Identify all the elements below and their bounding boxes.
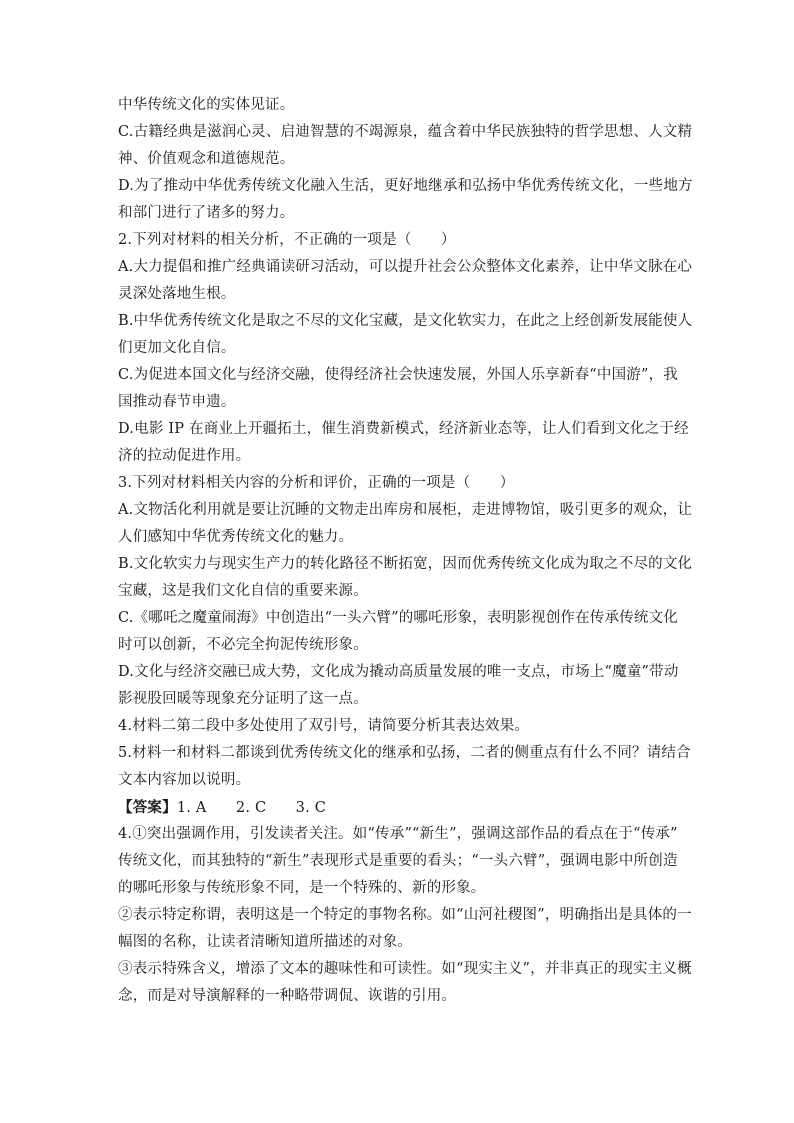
document-page	[118, 92, 693, 1010]
question-3: 3.下列对材料相关内容的分析和评价，正确的一项是（ ）	[118, 475, 515, 491]
answer-4-line-3: 的哪吒形象与传统形象不同，是一个特殊的、新的形象。	[118, 880, 486, 896]
question-4: 4.材料二第二段中多处使用了双引号，请简要分析其表达效果。	[118, 718, 530, 734]
q2-option-a-line-1: A.大力提倡和推广经典诵读研习活动，可以提升社会公众整体文化素养，让中华文脉在心	[118, 259, 693, 275]
q2-option-d-line-1: D.电影 IP 在商业上开疆拓土，催生消费新模式，经济新业态等，让人们看到文化之于经	[118, 421, 689, 437]
q3-option-c-line-2: 时可以创新，不必完全拘泥传统形象。	[118, 637, 368, 653]
q2-option-b-line-1: B.中华优秀传统文化是取之不尽的文化宝藏，是文化软实力，在此之上经创新发展能使人	[118, 313, 693, 329]
question-5-line-2: 文本内容加以说明。	[118, 772, 251, 788]
question-5-line-1: 5.材料一和材料二都谈到优秀传统文化的继承和弘扬，二者的侧重点有什么不同？请结合	[118, 745, 691, 761]
option-d-line-1: D.为了推动中华优秀传统文化融入生活，更好地继承和弘扬中华优秀传统文化，一些地方	[118, 178, 693, 194]
answer-4-line-7: 念，而是对导演解释的一种略带调侃、诙谐的引用。	[118, 988, 457, 1004]
q3-option-a-line-1: A.文物活化利用就是要让沉睡的文物走出库房和展柜，走进博物馆，吸引更多的观众，让	[118, 502, 693, 518]
q2-option-c-line-1: C.为促进本国文化与经济交融，使得经济社会快速发展，外国人乐享新春“中国游”，我	[118, 367, 679, 383]
answer-choices: 1. A 2. C 3. C	[176, 800, 327, 816]
q3-option-d-line-2: 影视股回暖等现象充分证明了这一点。	[118, 691, 368, 707]
q2-option-a-line-2: 灵深处落地生根。	[118, 286, 236, 302]
answer-4-line-2: 传统文化，而其独特的“新生”表现形式是重要的看头；“一头六臂”，强调电影中所创造	[118, 853, 678, 869]
q3-option-b-line-1: B.文化软实力与现实生产力的转化路径不断拓宽，因而优秀传统文化成为取之不尽的文化	[118, 556, 693, 572]
q2-option-d-line-2: 济的拉动促进作用。	[118, 448, 251, 464]
answer-4-line-1: 4.①突出强调作用，引发读者关注。如“传承”“新生”，强调这部作品的看点在于“传承”	[118, 826, 678, 842]
option-c-line-2: 神、价值观念和道德规范。	[118, 151, 295, 167]
text-line: 中华传统文化的实体见证。	[118, 97, 295, 113]
q2-option-c-line-2: 国推动春节申遗。	[118, 394, 236, 410]
question-2: 2.下列对材料的相关分析，不正确的一项是（ ）	[118, 232, 456, 248]
answer-4-line-5: 幅图的名称，让读者清晰知道所描述的对象。	[118, 934, 412, 950]
q3-option-c-line-1: C.《哪吒之魔童闹海》中创造出“一头六臂”的哪吒形象，表明影视创作在传承传统文化	[118, 610, 679, 626]
option-d-line-2: 和部门进行了诸多的努力。	[118, 205, 295, 221]
q3-option-a-line-2: 人们感知中华优秀传统文化的魅力。	[118, 529, 354, 545]
q3-option-d-line-1: D.文化与经济交融已成大势，文化成为撬动高质量发展的唯一支点，市场上“魔童”带动	[118, 664, 679, 680]
option-c-line-1: C.古籍经典是滋润心灵、启迪智慧的不竭源泉，蕴含着中华民族独特的哲学思想、人文精	[118, 124, 693, 140]
answer-line	[118, 794, 678, 821]
answer-4-line-6: ③表示特殊含义，增添了文本的趣味性和可读性。如“现实主义”，并非真正的现实主义概	[118, 961, 692, 977]
q3-option-b-line-2: 宝藏，这是我们文化自信的重要来源。	[118, 583, 368, 599]
answer-label: 【答案】	[118, 799, 177, 816]
q2-option-b-line-2: 们更加文化自信。	[118, 340, 236, 356]
answer-4-line-4: ②表示特定称谓，表明这是一个特定的事物名称。如“山河社稷图”，明确指出是具体的一	[118, 907, 692, 923]
